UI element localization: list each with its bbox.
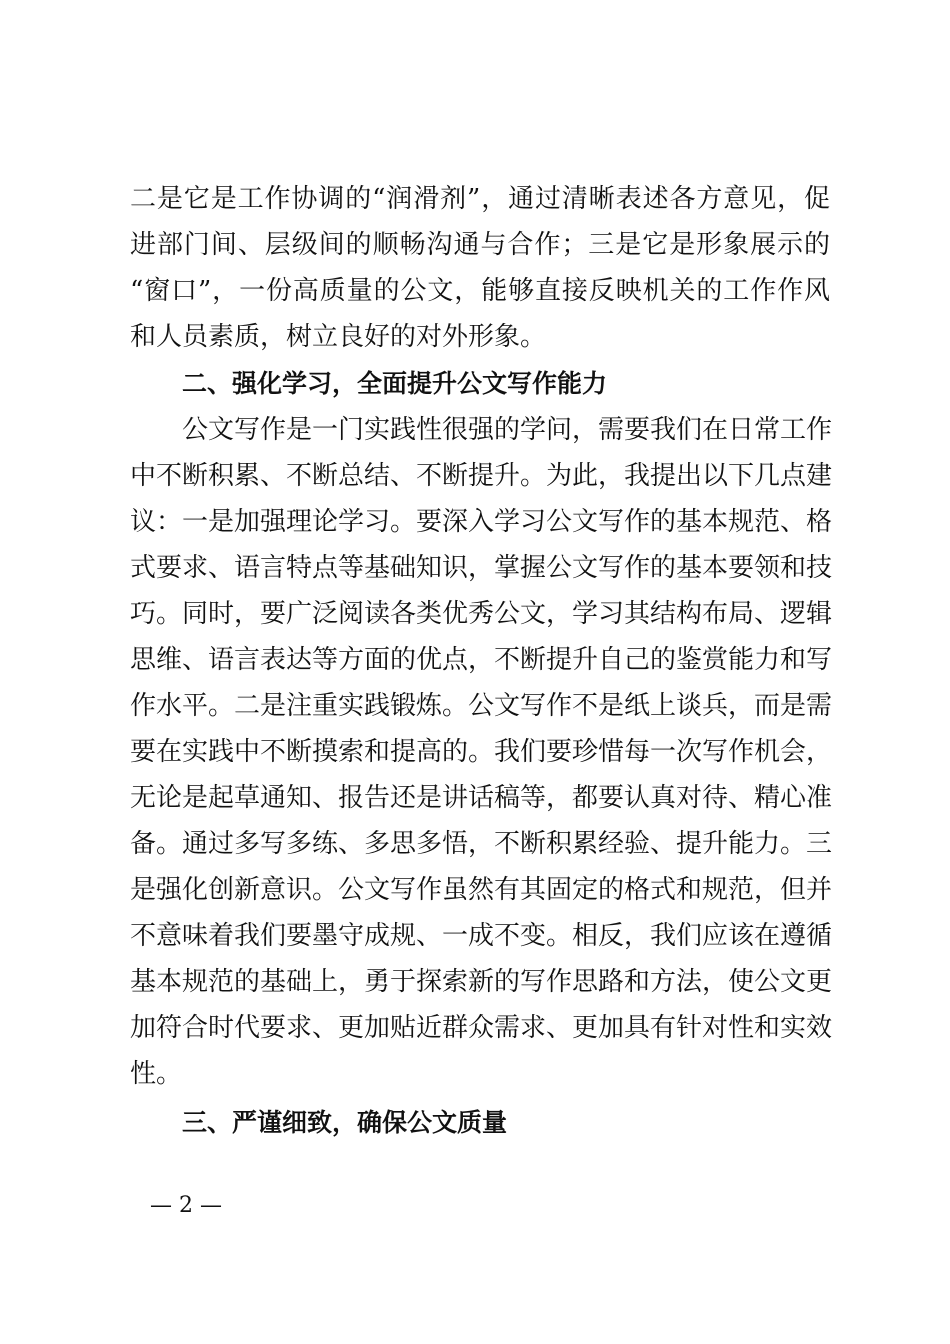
paragraph-line: 备。通过多写多练、多思多悟，不断积累经验、提升能力。三 [130,829,833,859]
paragraph-line: 中不断积累、不断总结、不断提升。为此，我提出以下几点建 [130,461,833,491]
paragraph-line: 加符合时代要求、更加贴近群众需求、更加具有针对性和实效 [130,1013,833,1043]
paragraph-line: 公文写作是一门实践性很强的学问，需要我们在日常工作 [182,415,833,445]
paragraph-line: 作水平。二是注重实践锻炼。公文写作不是纸上谈兵，而是需 [130,691,833,721]
paragraph-line: 性。 [130,1059,183,1089]
paragraph-line: 基本规范的基础上，勇于探索新的写作思路和方法，使公文更 [130,967,833,997]
paragraph-line: “窗口”，一份高质量的公文，能够直接反映机关的工作作风 [130,276,830,306]
section-heading: 三、严谨细致，确保公文质量 [182,1108,508,1137]
paragraph-line: 要在实践中不断摸索和提高的。我们要珍惜每一次写作机会， [130,737,833,767]
paragraph-line: 不意味着我们要墨守成规、一成不变。相反，我们应该在遵循 [130,921,833,951]
paragraph-line: 和人员素质，树立良好的对外形象。 [130,322,547,352]
paragraph-line: 进部门间、层级间的顺畅沟通与合作；三是它是形象展示的 [130,230,830,260]
paragraph-line: 是强化创新意识。公文写作虽然有其固定的格式和规范，但并 [130,875,833,905]
paragraph-line: 式要求、语言特点等基础知识，掌握公文写作的基本要领和技 [130,553,833,583]
paragraph-line: 思维、语言表达等方面的优点，不断提升自己的鉴赏能力和写 [130,645,833,675]
paragraph-line: 无论是起草通知、报告还是讲话稿等，都要认真对待、精心准 [130,783,833,813]
paragraph-line: 议：一是加强理论学习。要深入学习公文写作的基本规范、格 [130,507,833,537]
section-heading: 二、强化学习，全面提升公文写作能力 [182,369,608,398]
paragraph-line: 巧。同时，要广泛阅读各类优秀公文，学习其结构布局、逻辑 [130,599,833,629]
page-number: — 2 — [150,1193,222,1218]
paragraph-line: 二是它是工作协调的“润滑剂”，通过清晰表述各方意见，促 [130,184,830,214]
